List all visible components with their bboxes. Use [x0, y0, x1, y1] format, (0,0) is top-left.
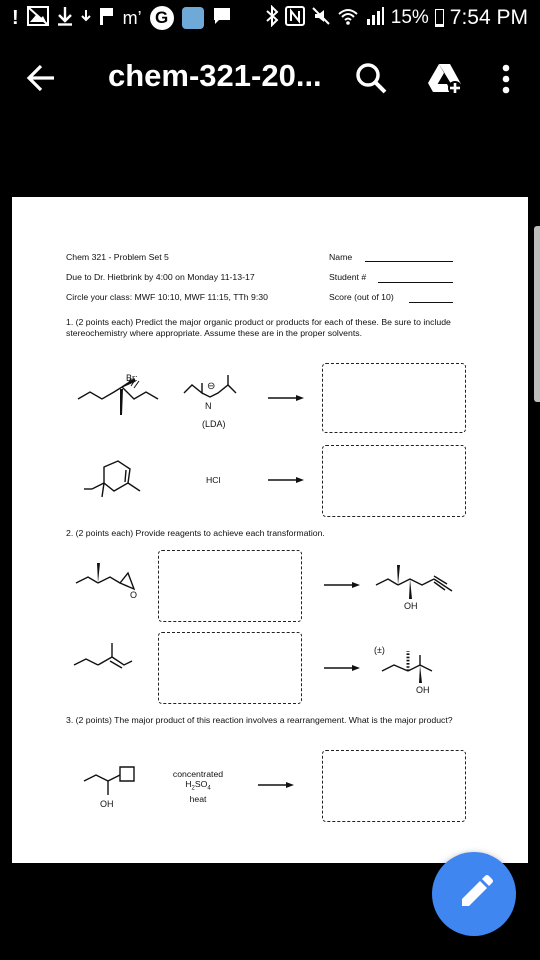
- status-right-icons: [265, 6, 528, 30]
- lda-label: (LDA): [202, 419, 226, 429]
- q3-arrow: [258, 781, 294, 789]
- question-3-text: 3. (2 points) The major product of this reaction involves a rearrangement. What is the major product?: [66, 715, 453, 725]
- document-page[interactable]: [12, 197, 528, 863]
- q3-starting-alcohol: [76, 761, 156, 813]
- edit-pencil-icon: [432, 852, 516, 936]
- battery-icon: [435, 9, 444, 27]
- search-button[interactable]: [352, 60, 390, 98]
- back-button[interactable]: [22, 58, 62, 98]
- alert-icon: !: [12, 6, 19, 29]
- reagent-sulfuric-acid: $H_2SO_4$: [185, 779, 211, 792]
- due-date: Due to Dr. Hietbrink by 4:00 on Monday 11-13-17: [66, 272, 255, 282]
- student-number-blank: [378, 282, 453, 283]
- signal-icon: [365, 6, 385, 31]
- name-label: Name: [329, 252, 353, 262]
- q1-substrate-bromide: [76, 369, 186, 425]
- q1-arrow-2: [268, 476, 304, 484]
- download-icon: [57, 6, 73, 31]
- nfc-icon: [285, 6, 305, 31]
- app-bar: [0, 40, 540, 116]
- q2-answer-box-2[interactable]: [158, 632, 302, 704]
- alkynol-oh-label: OH: [404, 601, 418, 611]
- status-bar: [0, 0, 540, 36]
- lda-negative-charge: ⊖: [207, 381, 216, 392]
- q1-arrow-1: [268, 394, 304, 402]
- bluetooth-icon: [265, 5, 279, 32]
- reagent-concentrated: concentrated: [172, 769, 224, 779]
- q1-base-lda: [178, 365, 248, 429]
- q2-starting-alkene: [72, 641, 144, 677]
- q1-answer-box-1[interactable]: [322, 363, 466, 433]
- lda-nitrogen-label: N: [205, 401, 212, 411]
- alcohol-oh-label: OH: [416, 685, 430, 695]
- epoxide-oxygen-label: O: [130, 590, 138, 600]
- q2-arrow-1: [324, 581, 360, 589]
- m-icon: m’: [122, 7, 142, 28]
- question-1-text: 1. (2 points each) Predict the major organic product or products for each of these. Be sure to include stereochemistry where appropriate. Assume these are in the proper solvents.: [66, 317, 451, 338]
- name-blank: [365, 261, 453, 262]
- add-to-drive-button[interactable]: [426, 62, 464, 96]
- q2-product-alkynol: [374, 563, 470, 613]
- q2-answer-box-1[interactable]: [158, 550, 302, 622]
- q2-product-alcohol: [374, 641, 460, 695]
- image-icon: [27, 6, 49, 31]
- score-blank: [409, 302, 453, 303]
- q3-oh-label: OH: [100, 799, 114, 809]
- q3-reagents: [160, 769, 236, 804]
- status-left-icons: [12, 6, 232, 30]
- wifi-icon: [337, 6, 359, 31]
- q3-answer-box[interactable]: [322, 750, 466, 822]
- score-label: Score (out of 10): [329, 292, 394, 302]
- student-number-label: Student #: [329, 272, 367, 282]
- q2-arrow-2: [324, 664, 360, 672]
- battery-percent: 15%: [390, 7, 429, 28]
- chat-icon: [212, 6, 232, 31]
- course-title: Chem 321 - Problem Set 5: [66, 252, 169, 262]
- add-to-drive-icon: [426, 62, 464, 96]
- edit-button[interactable]: [432, 852, 516, 936]
- q1-answer-box-2[interactable]: [322, 445, 466, 517]
- flag-icon: [99, 6, 115, 31]
- google-icon: G: [150, 6, 174, 30]
- hcl-reagent: HCl: [206, 475, 221, 485]
- clock: 7:54 PM: [449, 6, 528, 29]
- q2-starting-epoxide: [74, 559, 144, 599]
- q1-substrate-alkene: [82, 459, 152, 501]
- more-vert-icon: [494, 60, 518, 98]
- back-arrow-icon: [22, 58, 62, 98]
- search-icon: [352, 60, 390, 98]
- class-times: Circle your class: MWF 10:10, MWF 11:15, TTh 9:30: [66, 292, 268, 302]
- question-2-text: 2. (2 points each) Provide reagents to achieve each transformation.: [66, 528, 325, 538]
- download-small-icon: [81, 8, 91, 29]
- mute-icon: [311, 6, 331, 31]
- avatar-icon: [182, 7, 204, 29]
- bromine-label: Br:: [126, 373, 138, 383]
- more-options-button[interactable]: [494, 60, 518, 98]
- scroll-handle[interactable]: [534, 226, 540, 402]
- reagent-heat: heat: [189, 793, 207, 804]
- racemic-label: (±): [374, 645, 385, 655]
- document-title: chem-321-20...: [108, 58, 322, 93]
